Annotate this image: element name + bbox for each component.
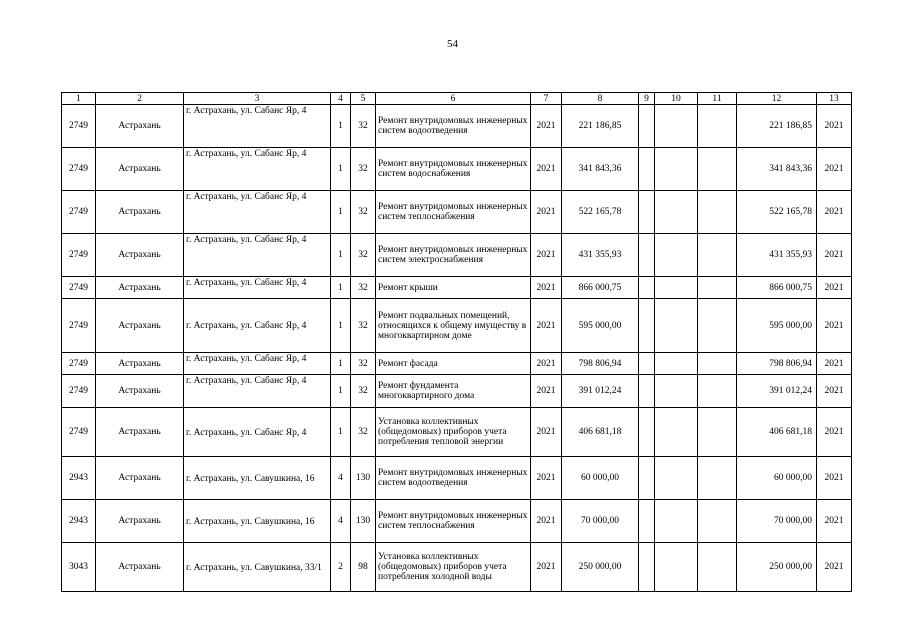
address-cell: г. Астрахань, ул. Сабанс Яр, 4 [184, 299, 331, 353]
col9-cell [639, 148, 655, 191]
year-cell: 2021 [531, 105, 562, 148]
city-cell: Астрахань [96, 191, 184, 234]
year2-cell: 2021 [817, 299, 852, 353]
address-cell: г. Астрахань, ул. Савушкина, 33/1 [184, 543, 331, 592]
year-cell: 2021 [531, 375, 562, 408]
city-cell: Астрахань [96, 105, 184, 148]
amount-cell: 60 000,00 [562, 457, 639, 500]
house-id-cell: 2749 [62, 408, 96, 457]
work-type-cell: Установка коллективных (общедомовых) приборов учета потребления тепловой энергии [376, 408, 531, 457]
col11-cell [698, 543, 737, 592]
address-cell: г. Астрахань, ул. Сабанс Яр, 4 [184, 375, 331, 408]
total-cell: 391 012,24 [737, 375, 817, 408]
house-id-cell: 2943 [62, 500, 96, 543]
column-header: 13 [817, 93, 852, 105]
house-id-cell: 2749 [62, 299, 96, 353]
year2-cell: 2021 [817, 375, 852, 408]
column-header: 1 [62, 93, 96, 105]
table-row [62, 105, 852, 148]
work-type-cell: Ремонт внутридомовых инженерных систем теплоснабжения [376, 500, 531, 543]
col5-cell: 130 [351, 500, 376, 543]
repair-plan-table [61, 92, 852, 592]
col11-cell [698, 500, 737, 543]
col11-cell [698, 408, 737, 457]
city-cell: Астрахань [96, 375, 184, 408]
total-cell: 221 186,85 [737, 105, 817, 148]
col5-cell: 130 [351, 457, 376, 500]
house-id-cell: 2749 [62, 148, 96, 191]
address-cell: г. Астрахань, ул. Сабанс Яр, 4 [184, 191, 331, 234]
year2-cell: 2021 [817, 277, 852, 299]
table-row [62, 408, 852, 457]
table-row [62, 277, 852, 299]
year2-cell: 2021 [817, 543, 852, 592]
col4-cell: 1 [331, 191, 351, 234]
work-type-cell: Ремонт внутридомовых инженерных систем водоотведения [376, 105, 531, 148]
column-header: 9 [639, 93, 655, 105]
col4-cell: 4 [331, 457, 351, 500]
col10-cell [655, 148, 698, 191]
col9-cell [639, 543, 655, 592]
col9-cell [639, 105, 655, 148]
column-header: 2 [96, 93, 184, 105]
year-cell: 2021 [531, 299, 562, 353]
col11-cell [698, 105, 737, 148]
col10-cell [655, 353, 698, 375]
col4-cell: 1 [331, 148, 351, 191]
year-cell: 2021 [531, 277, 562, 299]
col4-cell: 1 [331, 299, 351, 353]
col5-cell: 32 [351, 234, 376, 277]
amount-cell: 595 000,00 [562, 299, 639, 353]
total-cell: 595 000,00 [737, 299, 817, 353]
house-id-cell: 2749 [62, 353, 96, 375]
address-cell: г. Астрахань, ул. Сабанс Яр, 4 [184, 105, 331, 148]
table-row [62, 191, 852, 234]
house-id-cell: 2749 [62, 105, 96, 148]
col11-cell [698, 148, 737, 191]
city-cell: Астрахань [96, 543, 184, 592]
house-id-cell: 3043 [62, 543, 96, 592]
house-id-cell: 2749 [62, 191, 96, 234]
col4-cell: 1 [331, 277, 351, 299]
page-number: 54 [447, 38, 458, 50]
amount-cell: 406 681,18 [562, 408, 639, 457]
address-cell: г. Астрахань, ул. Сабанс Яр, 4 [184, 353, 331, 375]
amount-cell: 431 355,93 [562, 234, 639, 277]
col10-cell [655, 191, 698, 234]
year-cell: 2021 [531, 353, 562, 375]
work-type-cell: Ремонт фундамента многоквартирного дома [376, 375, 531, 408]
col9-cell [639, 234, 655, 277]
year2-cell: 2021 [817, 457, 852, 500]
col5-cell: 32 [351, 148, 376, 191]
year2-cell: 2021 [817, 234, 852, 277]
header-row [62, 93, 852, 105]
house-id-cell: 2749 [62, 234, 96, 277]
address-cell: г. Астрахань, ул. Савушкина, 16 [184, 457, 331, 500]
col5-cell: 32 [351, 299, 376, 353]
total-cell: 431 355,93 [737, 234, 817, 277]
total-cell: 341 843,36 [737, 148, 817, 191]
col5-cell: 98 [351, 543, 376, 592]
work-type-cell: Ремонт внутридомовых инженерных систем теплоснабжения [376, 191, 531, 234]
amount-cell: 341 843,36 [562, 148, 639, 191]
total-cell: 406 681,18 [737, 408, 817, 457]
city-cell: Астрахань [96, 457, 184, 500]
work-type-cell: Ремонт подвальных помещений, относящихся к общему имуществу в многоквартирном доме [376, 299, 531, 353]
col5-cell: 32 [351, 353, 376, 375]
year2-cell: 2021 [817, 105, 852, 148]
col9-cell [639, 299, 655, 353]
column-header: 7 [531, 93, 562, 105]
col10-cell [655, 105, 698, 148]
col10-cell [655, 500, 698, 543]
work-type-cell: Ремонт внутридомовых инженерных систем водоотведения [376, 457, 531, 500]
table-row [62, 500, 852, 543]
total-cell: 250 000,00 [737, 543, 817, 592]
col11-cell [698, 234, 737, 277]
col11-cell [698, 457, 737, 500]
address-cell: г. Астрахань, ул. Сабанс Яр, 4 [184, 234, 331, 277]
col4-cell: 1 [331, 375, 351, 408]
city-cell: Астрахань [96, 234, 184, 277]
city-cell: Астрахань [96, 500, 184, 543]
work-type-cell: Ремонт фасада [376, 353, 531, 375]
amount-cell: 391 012,24 [562, 375, 639, 408]
amount-cell: 522 165,78 [562, 191, 639, 234]
amount-cell: 866 000,75 [562, 277, 639, 299]
table-row [62, 299, 852, 353]
address-cell: г. Астрахань, ул. Сабанс Яр, 4 [184, 148, 331, 191]
year-cell: 2021 [531, 543, 562, 592]
col11-cell [698, 191, 737, 234]
column-header: 6 [376, 93, 531, 105]
address-cell: г. Астрахань, ул. Сабанс Яр, 4 [184, 408, 331, 457]
work-type-cell: Ремонт внутридомовых инженерных систем водоснабжения [376, 148, 531, 191]
column-header: 10 [655, 93, 698, 105]
column-header: 4 [331, 93, 351, 105]
col4-cell: 1 [331, 353, 351, 375]
city-cell: Астрахань [96, 277, 184, 299]
amount-cell: 221 186,85 [562, 105, 639, 148]
col4-cell: 2 [331, 543, 351, 592]
house-id-cell: 2943 [62, 457, 96, 500]
total-cell: 60 000,00 [737, 457, 817, 500]
col10-cell [655, 299, 698, 353]
col9-cell [639, 408, 655, 457]
year2-cell: 2021 [817, 191, 852, 234]
city-cell: Астрахань [96, 408, 184, 457]
col10-cell [655, 277, 698, 299]
col5-cell: 32 [351, 105, 376, 148]
col10-cell [655, 543, 698, 592]
col9-cell [639, 191, 655, 234]
total-cell: 866 000,75 [737, 277, 817, 299]
total-cell: 798 806,94 [737, 353, 817, 375]
work-type-cell: Установка коллективных (общедомовых) приборов учета потребления холодной воды [376, 543, 531, 592]
column-header: 3 [184, 93, 331, 105]
col10-cell [655, 457, 698, 500]
col11-cell [698, 299, 737, 353]
col10-cell [655, 375, 698, 408]
city-cell: Астрахань [96, 299, 184, 353]
col11-cell [698, 375, 737, 408]
table-row [62, 543, 852, 592]
col9-cell [639, 500, 655, 543]
table-row [62, 375, 852, 408]
col4-cell: 4 [331, 500, 351, 543]
total-cell: 522 165,78 [737, 191, 817, 234]
table-row [62, 148, 852, 191]
col4-cell: 1 [331, 105, 351, 148]
address-cell: г. Астрахань, ул. Сабанс Яр, 4 [184, 277, 331, 299]
city-cell: Астрахань [96, 148, 184, 191]
column-header: 5 [351, 93, 376, 105]
col5-cell: 32 [351, 277, 376, 299]
house-id-cell: 2749 [62, 277, 96, 299]
col10-cell [655, 234, 698, 277]
col9-cell [639, 457, 655, 500]
year2-cell: 2021 [817, 148, 852, 191]
col9-cell [639, 353, 655, 375]
amount-cell: 70 000,00 [562, 500, 639, 543]
year2-cell: 2021 [817, 353, 852, 375]
year-cell: 2021 [531, 500, 562, 543]
col5-cell: 32 [351, 375, 376, 408]
col4-cell: 1 [331, 234, 351, 277]
table-row [62, 234, 852, 277]
col10-cell [655, 408, 698, 457]
total-cell: 70 000,00 [737, 500, 817, 543]
col9-cell [639, 277, 655, 299]
year-cell: 2021 [531, 408, 562, 457]
table-row [62, 353, 852, 375]
work-type-cell: Ремонт внутридомовых инженерных систем электроснабжения [376, 234, 531, 277]
address-cell: г. Астрахань, ул. Савушкина, 16 [184, 500, 331, 543]
year-cell: 2021 [531, 457, 562, 500]
year2-cell: 2021 [817, 500, 852, 543]
house-id-cell: 2749 [62, 375, 96, 408]
year2-cell: 2021 [817, 408, 852, 457]
year-cell: 2021 [531, 148, 562, 191]
col11-cell [698, 353, 737, 375]
amount-cell: 250 000,00 [562, 543, 639, 592]
year-cell: 2021 [531, 191, 562, 234]
city-cell: Астрахань [96, 353, 184, 375]
work-type-cell: Ремонт крыши [376, 277, 531, 299]
year-cell: 2021 [531, 234, 562, 277]
col4-cell: 1 [331, 408, 351, 457]
column-header: 12 [737, 93, 817, 105]
col5-cell: 32 [351, 191, 376, 234]
col5-cell: 32 [351, 408, 376, 457]
amount-cell: 798 806,94 [562, 353, 639, 375]
column-header: 11 [698, 93, 737, 105]
col11-cell [698, 277, 737, 299]
column-header: 8 [562, 93, 639, 105]
table-row [62, 457, 852, 500]
col9-cell [639, 375, 655, 408]
